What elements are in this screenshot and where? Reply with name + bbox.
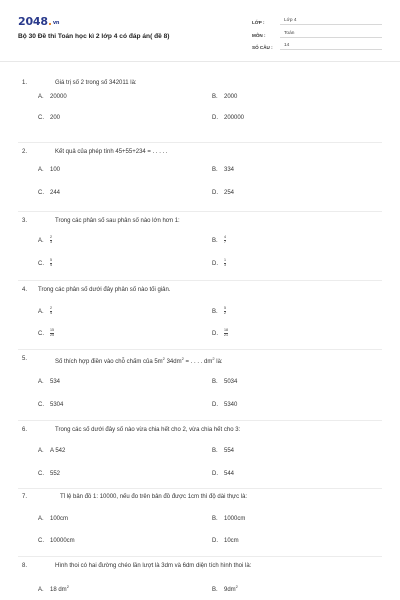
fraction: $\frac{1}{3}$ <box>224 258 226 267</box>
question-3 <box>0 216 400 267</box>
option-b[interactable]: B. $\frac{4}{7}$ <box>212 235 226 244</box>
question-text: Trong các phân số dưới đây phân số nào tối giản. <box>38 287 171 293</box>
question-4 <box>0 285 400 337</box>
option-b[interactable]: B. 5034 <box>212 379 238 385</box>
option-d[interactable]: D. $\frac{18}{21}$ <box>212 328 228 337</box>
question-text: Kết quả của phép tính 45+55+234 = . . . . . <box>55 149 168 155</box>
fraction: $\frac{2}{3}$ <box>50 235 52 244</box>
option-a[interactable]: A. $\frac{2}{4}$ <box>38 306 52 315</box>
option-b[interactable]: B. 1000cm <box>212 516 246 522</box>
option-a[interactable]: A. 100cm <box>38 516 69 522</box>
option-d[interactable]: D. 544 <box>212 471 235 477</box>
question-number: 4. <box>22 287 28 293</box>
meta-grade: LỚP : Lớp 4 <box>252 14 382 25</box>
question-text: Trong các số dưới đây số nào vừa chia hết cho 2, vừa chia hết cho 3: <box>55 427 241 433</box>
fraction: $\frac{5}{2}$ <box>224 306 226 315</box>
page-title: Bộ 30 Đề thi Toán học kì 2 lớp 4 có đáp án( đề 8) <box>18 33 170 40</box>
option-c[interactable]: C. 10000cm <box>38 538 75 544</box>
question-number: 8. <box>22 563 28 569</box>
worksheet-meta <box>252 14 382 52</box>
question-text: Tỉ lệ bản đồ 1: 10000, nếu đo trên bản đồ được 1cm thì độ dài thực là: <box>60 494 248 500</box>
question-number: 1. <box>22 80 28 86</box>
fraction: $\frac{15}{25}$ <box>50 328 54 337</box>
option-d[interactable]: D. $\frac{1}{3}$ <box>212 258 226 267</box>
question-6 <box>0 425 400 477</box>
option-d[interactable]: D. 200000 <box>212 115 245 121</box>
option-b[interactable]: B. 2000 <box>212 94 238 100</box>
fraction: $\frac{18}{21}$ <box>224 328 228 337</box>
divider <box>18 280 382 281</box>
question-7 <box>0 492 400 544</box>
option-c[interactable]: C. 5304 <box>38 402 64 408</box>
question-text: Hình thoi có hai đường chéo lần lượt là 3dm và 6dm diện tích hình thoi là: <box>55 563 252 569</box>
option-a[interactable]: A. 100 <box>38 167 61 173</box>
site-logo[interactable]: 2048.vn <box>18 15 60 28</box>
option-a[interactable]: A. 534 <box>38 379 61 385</box>
option-a[interactable]: A. $\frac{2}{3}$ <box>38 235 52 244</box>
option-a[interactable]: A. 20000 <box>38 94 67 100</box>
question-number: 3. <box>22 218 28 224</box>
question-number: 6. <box>22 427 28 433</box>
fraction: $\frac{5}{4}$ <box>50 258 52 267</box>
option-d[interactable]: D. 5340 <box>212 402 238 408</box>
fraction: $\frac{4}{7}$ <box>224 235 226 244</box>
divider <box>18 420 382 421</box>
option-c[interactable]: C. $\frac{15}{25}$ <box>38 328 54 337</box>
divider <box>18 349 382 350</box>
question-5 <box>0 354 400 408</box>
meta-question-count: SỐ CÂU : 14 <box>252 39 382 50</box>
option-c[interactable]: C. 244 <box>38 190 61 196</box>
question-2 <box>0 147 400 196</box>
divider <box>18 488 382 489</box>
option-d[interactable]: D. 254 <box>212 190 235 196</box>
question-text: Trong các phân số sau phân số nào lớn hơn 1: <box>55 218 180 224</box>
option-b[interactable]: B. $9dm^2$ <box>212 584 238 593</box>
option-c[interactable]: C. 552 <box>38 471 61 477</box>
option-a[interactable]: A. A 542 <box>38 448 66 454</box>
question-number: 2. <box>22 149 28 155</box>
question-text: Giá trị số 2 trong số 342011 là: <box>55 80 137 86</box>
question-number: 7. <box>22 494 28 500</box>
option-b[interactable]: B. $\frac{5}{2}$ <box>212 306 226 315</box>
question-8 <box>0 561 400 600</box>
divider <box>18 142 382 143</box>
divider <box>18 211 382 212</box>
option-b[interactable]: B. 334 <box>212 167 235 173</box>
divider <box>18 556 382 557</box>
option-a[interactable]: A. 18 $dm^2$ <box>38 584 69 593</box>
question-1 <box>0 78 400 120</box>
meta-subject: MÔN : Toán <box>252 27 382 38</box>
option-b[interactable]: B. 554 <box>212 448 235 454</box>
worksheet-header <box>0 0 400 62</box>
option-c[interactable]: C. $\frac{5}{4}$ <box>38 258 52 267</box>
question-number: 5. <box>22 356 28 362</box>
option-d[interactable]: D. 10cm <box>212 538 239 544</box>
fraction: $\frac{2}{4}$ <box>50 306 52 315</box>
question-text: Số thích hợp điền vào chỗ chấm của $5m^2$ $34dm^2$ = . . . . $dm^2$ là: <box>55 356 223 365</box>
option-c[interactable]: C. 200 <box>38 115 61 121</box>
